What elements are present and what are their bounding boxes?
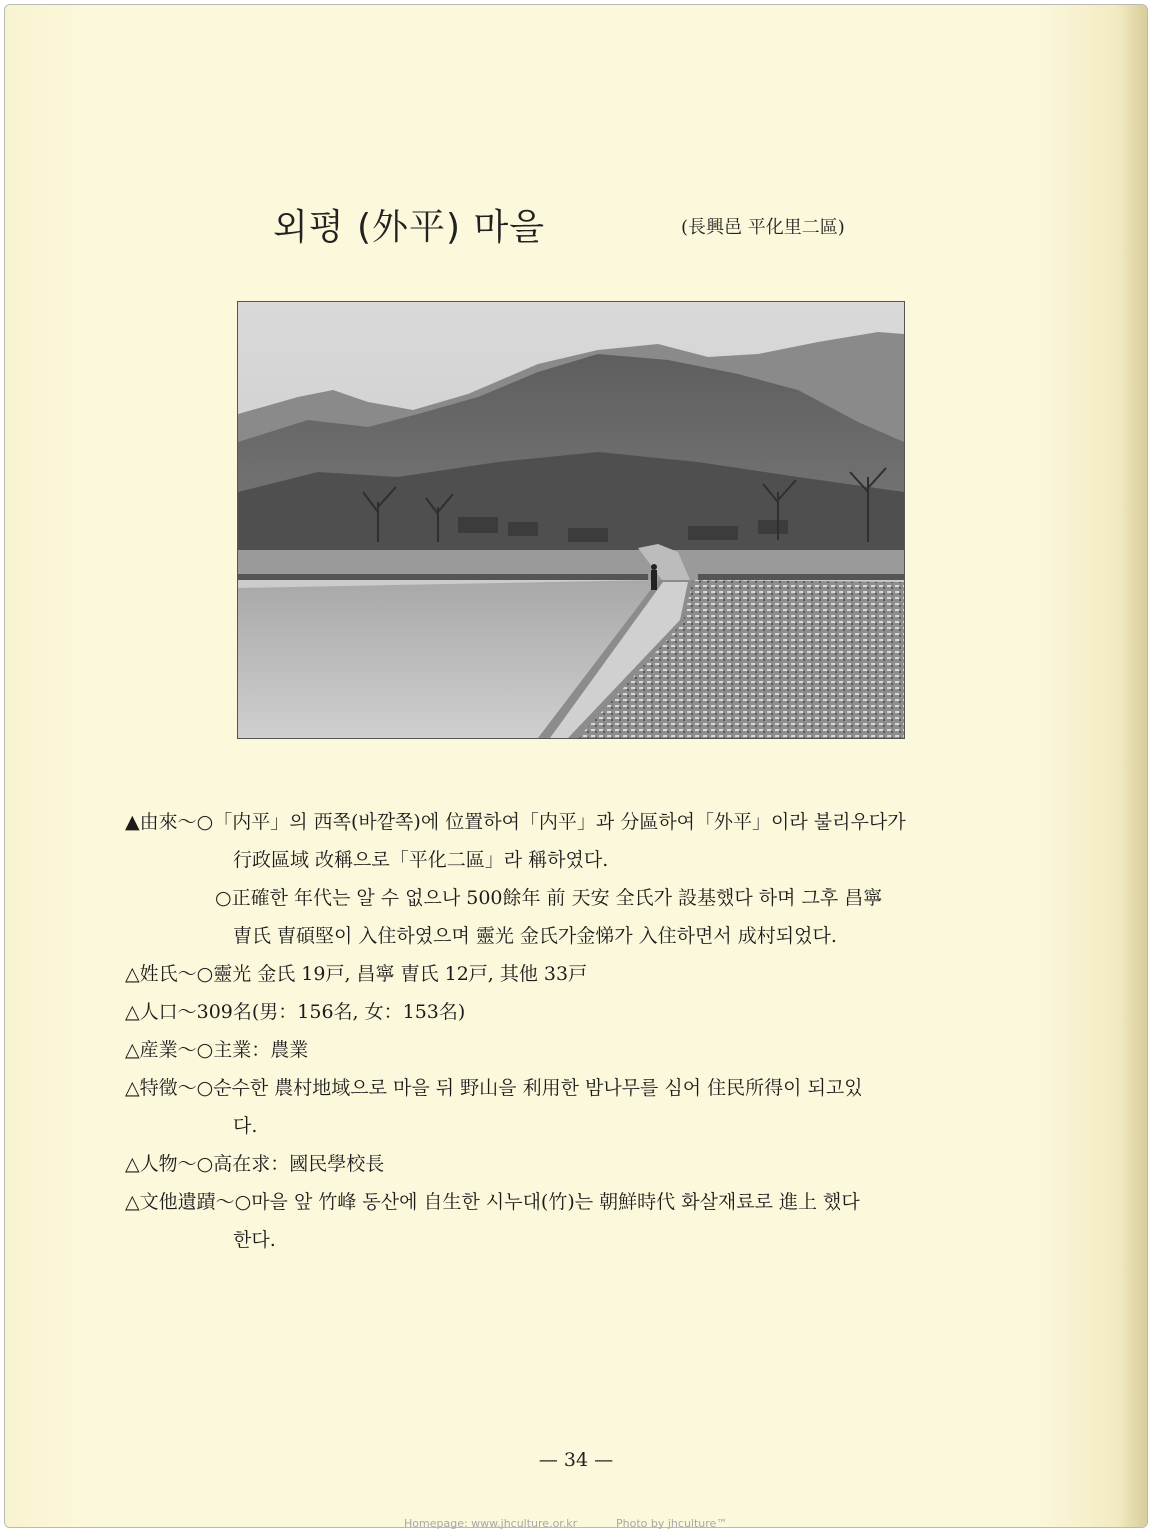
origin-line: 行政區域 改稱으로「平化二區」라 稱하였다. — [233, 849, 609, 871]
feature-entry — [125, 1069, 1025, 1145]
surname-entry: △姓氏～○靈光 金氏 19戸, 昌寧 曺氏 12戸, 其他 33戸 — [125, 963, 588, 985]
village-location: (長興邑 平化里二區) — [681, 217, 845, 238]
homepage-watermark: Homepage: www.jhculture.or.kr — [404, 1517, 578, 1530]
scanned-page-frame — [4, 4, 1148, 1528]
village-title: 외평 (外平) 마을 — [273, 207, 546, 248]
heritage-line: 한다. — [233, 1229, 276, 1251]
industry-entry: △産業～○主業：農業 — [125, 1039, 309, 1061]
village-info — [125, 803, 1025, 1259]
village-landscape-image — [238, 302, 904, 738]
heritage-entry — [125, 1183, 1025, 1259]
feature-line: 다. — [233, 1115, 258, 1137]
population-entry: △人口～309名(男：156名, 女：153名) — [125, 1001, 466, 1023]
village-photo — [237, 301, 905, 739]
origin-entry — [125, 803, 1025, 879]
person-entry: △人物～○高在求：國民學校長 — [125, 1153, 385, 1175]
page-edge-shadow — [1121, 5, 1147, 1527]
photo-credit-watermark: Photo by jhculture™ — [616, 1517, 728, 1530]
origin-history-line: 曺氏 曺碩堅이 入住하였으며 靈光 金氏가金悌가 入住하면서 成村되었다. — [233, 925, 837, 947]
origin-line: ▲由來～○「内平」의 西쪽(바깥쪽)에 位置하여「内平」과 分區하여「外平」이라 불리우다가 — [125, 811, 906, 833]
origin-history-line: ○正確한 年代는 알 수 없으나 500餘年 前 天安 全氏가 設基했다 하며 그후 昌寧 — [215, 887, 883, 909]
page-number: — 34 — — [538, 1449, 614, 1471]
origin-history-entry — [125, 879, 1025, 955]
feature-line: △特徵～○순수한 農村地域으로 마을 뒤 野山을 利用한 밤나무를 심어 住民所得이 되고있 — [125, 1077, 863, 1099]
heritage-line: △文他遺蹟～○마을 앞 竹峰 동산에 自生한 시누대(竹)는 朝鮮時代 화살재료로 進上 했다 — [125, 1191, 860, 1213]
book-page — [5, 5, 1147, 1527]
watermark-footer — [0, 1516, 1154, 1534]
